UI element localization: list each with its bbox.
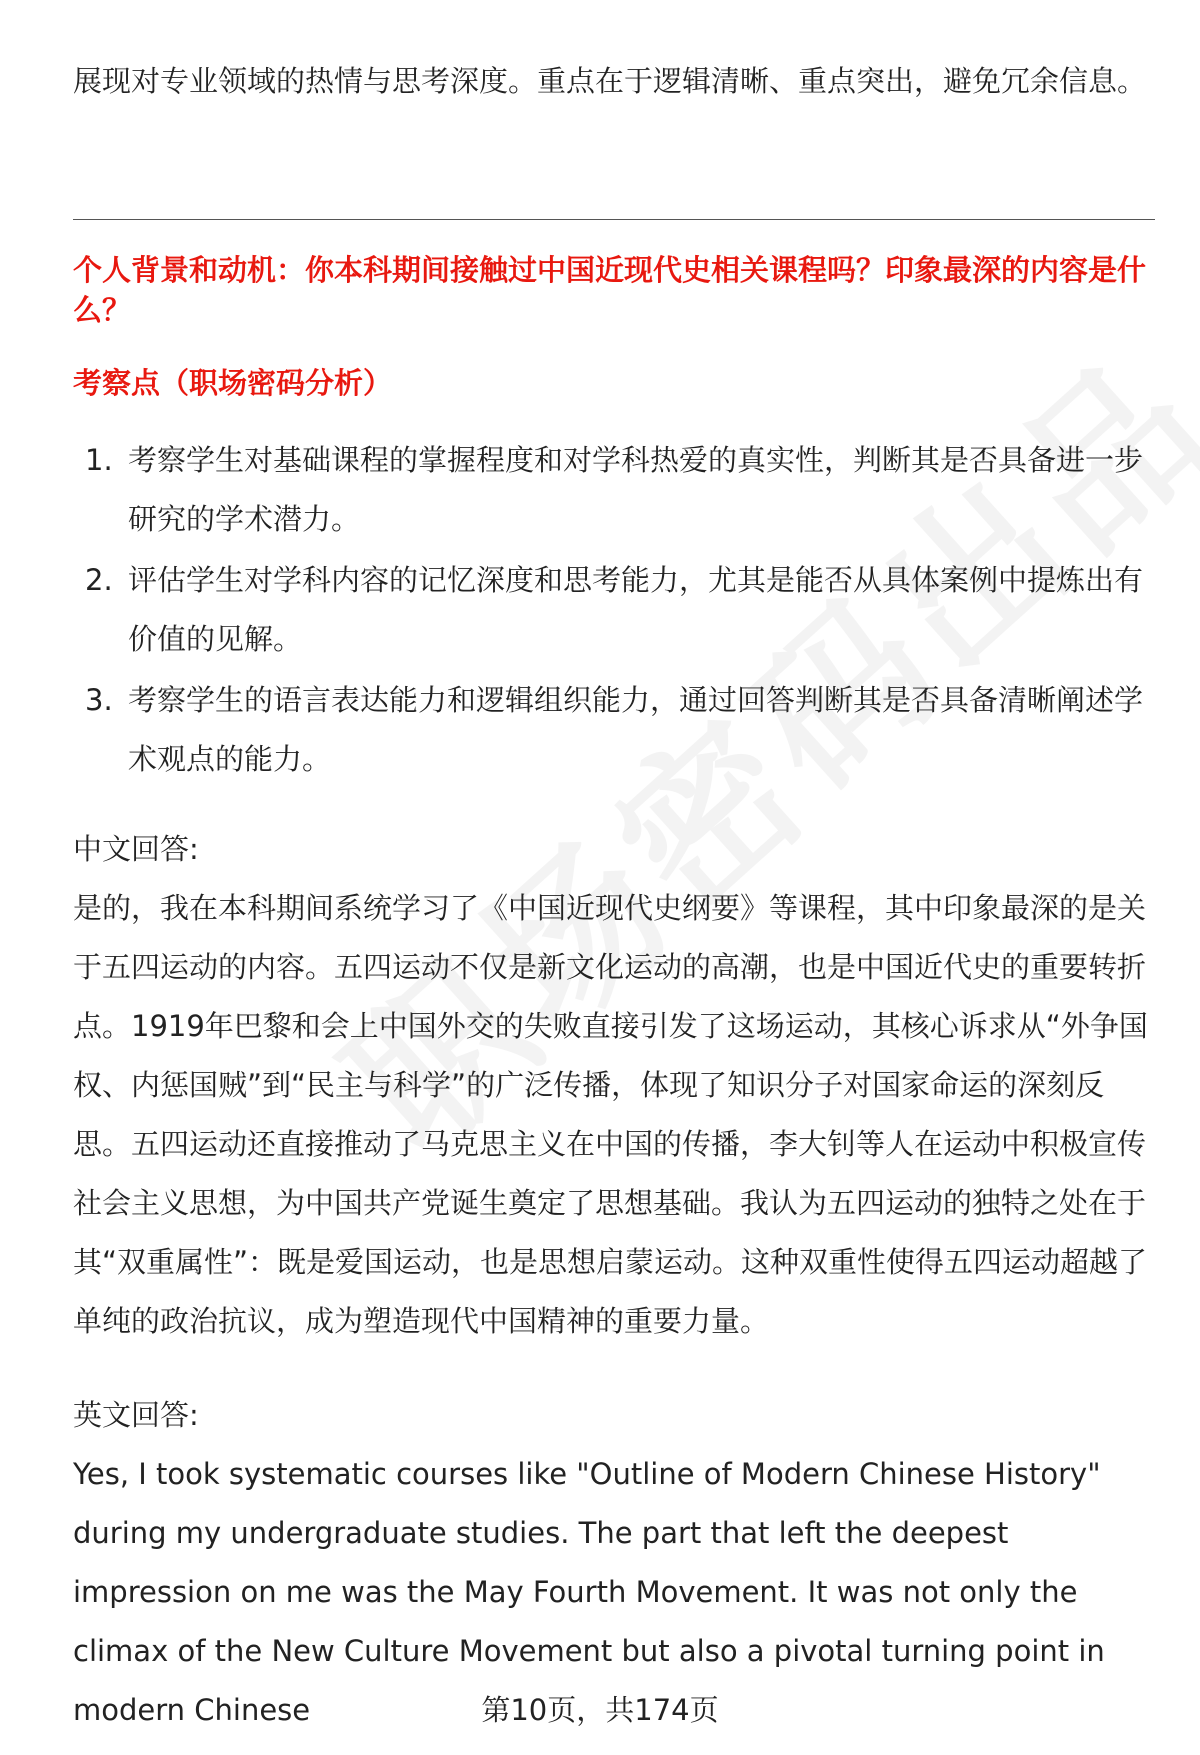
english-answer-text: Yes, I took systematic courses like "Outline of Modern Chinese History" during my undergraduate studies. The part that left the deepest impression on me was the May Fourth Movement. It was not only the climax of the New Culture Movement but also a pivotal turning point in modern Chinese [73,1457,1105,1727]
assessment-list [73,431,1158,791]
assessment-item-text: 考察学生对基础课程的掌握程度和对学科热爱的真实性，判断其是否具备进一步研究的学术潜力。 [128,443,1144,536]
chinese-answer-label: 中文回答: [73,832,199,866]
english-answer-label: 英文回答: [73,1398,199,1432]
assessment-item [73,431,1158,549]
question-heading: 个人背景和动机：你本科期间接触过中国近现代史相关课程吗？印象最深的内容是什么？ [73,253,1147,327]
section-divider [73,219,1155,220]
assessment-item-text: 评估学生对学科内容的记忆深度和思考能力，尤其是能否从具体案例中提炼出有价值的见解。 [128,563,1144,656]
assessment-item [73,551,1158,669]
page-number: 第10页，共174页 [481,1693,719,1727]
intro-paragraph: 展现对专业领域的热情与思考深度。重点在于逻辑清晰、重点突出，避免冗余信息。 [73,64,1147,98]
chinese-answer-text: 是的，我在本科期间系统学习了《中国近现代史纲要》等课程，其中印象最深的是关于五四运动的内容。五四运动不仅是新文化运动的高潮，也是中国近代史的重要转折点。1919年巴黎和会上中国外交的失败直接引发了这场运动，其核心诉求从“外争国权、内惩国贼”到“民主与科学”的广泛传播，体现了知识分子对国家命运的深刻反思。五四运动还直接推动了马克思主义在中国的传播，李大钊等人在运动中积极宣传社会主义思想，为中国共产党诞生奠定了思想基础。我认为五四运动的独特之处在于其“双重属性”：既是爱国运动，也是思想启蒙运动。这种双重性使得五四运动超越了单纯的政治抗议，成为塑造现代中国精神的重要力量。 [73,891,1148,1338]
assessment-title: 考察点（职场密码分析） [73,366,393,400]
assessment-item [73,671,1158,789]
list-number: 2. [85,563,113,597]
list-number: 1. [85,443,113,477]
list-number: 3. [85,683,113,717]
assessment-item-text: 考察学生的语言表达能力和逻辑组织能力，通过回答判断其是否具备清晰阐述学术观点的能力。 [128,683,1144,776]
